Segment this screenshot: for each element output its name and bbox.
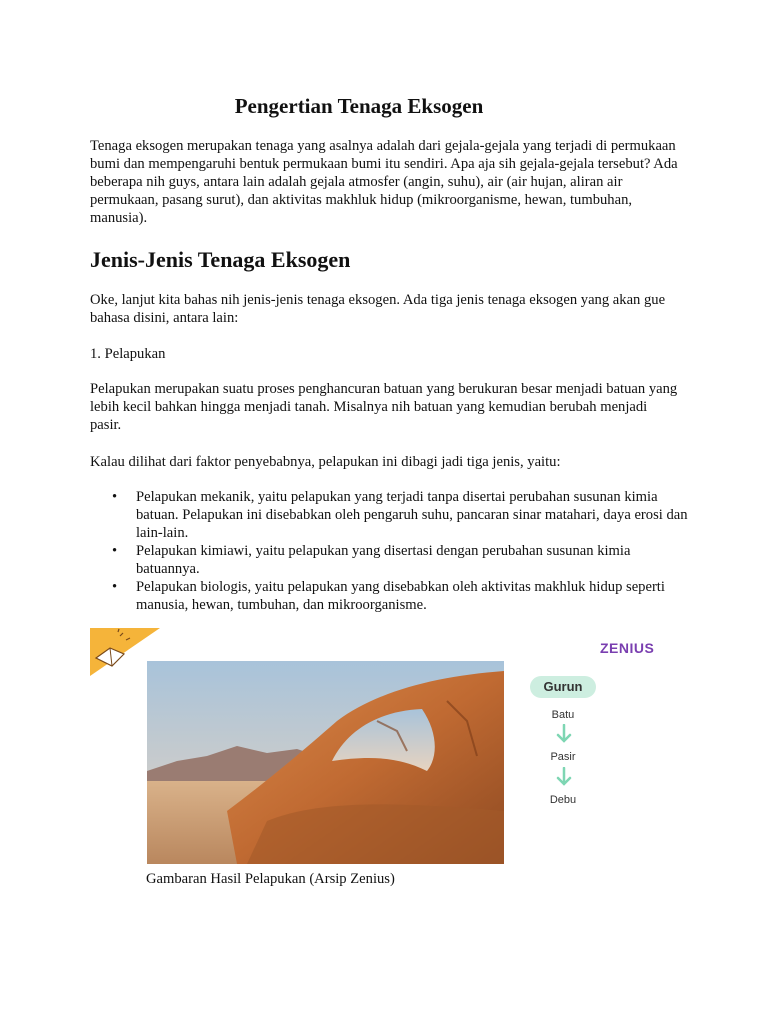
arrow-down-icon <box>556 767 572 787</box>
weathering-types-list <box>90 488 690 614</box>
arrow-down-icon <box>556 724 572 744</box>
list-item <box>90 488 690 542</box>
intro-paragraph: Tenaga eksogen merupakan tenaga yang asalnya adalah dari gejala-gejala yang terjadi di permukaan bumi dan mempengaruhi bentuk permukaan bumi itu sendiri. Apa aja sih gejala-gejala tersebut? Ada beberapa nih guys, antara lain adalah gejala atmosfer (angin, suhu), air (air hujan, aliran air permukaan, pasang surut), dan aktivitas makhluk hidup (mikroorganisme, hewan, tumbuhan, manusia). <box>90 138 678 226</box>
bullet-icon: • <box>112 489 118 505</box>
bullet-icon: • <box>112 579 118 595</box>
list-item-text: Pelapukan biologis, yaitu pelapukan yang disebabkan oleh aktivitas makhluk hidup seperti manusia, hewan, tumbuhan, dan mikroorganisme. <box>136 579 665 613</box>
pelapukan-description: Pelapukan merupakan suatu proses penghancuran batuan yang berukuran besar menjadi batuan yang lebih kecil bahkan hingga menjadi tanah. Misalnya nih batuan yang kemudian berubah menjadi pasir. <box>90 381 678 433</box>
rock-arch-photo <box>147 661 504 864</box>
figure-caption: Gambaran Hasil Pelapukan (Arsip Zenius) <box>146 871 395 887</box>
list-item-text: Pelapukan mekanik, yaitu pelapukan yang terjadi tanpa disertai perubahan susunan kimia batuan. Pelapukan ini disebabkan oleh pengaruh suhu, pancaran sinar matahari, daya erosi dan lain-lain. <box>136 489 688 541</box>
step-label-pasir: Pasir <box>550 751 576 763</box>
zenius-logo: ZENIUS <box>600 640 655 656</box>
list-item-text: Pelapukan kimiawi, yaitu pelapukan yang disertasi dengan perubahan susunan kimia batuannya. <box>136 543 631 577</box>
weathering-figure <box>90 628 675 868</box>
list-item <box>90 578 690 614</box>
page-title: Pengertian Tenaga Eksogen <box>234 94 484 118</box>
types-intro-paragraph: Kalau dilihat dari faktor penyebabnya, pelapukan ini dibagi jadi tiga jenis, yaitu: <box>90 454 561 470</box>
step-label-debu: Debu <box>549 794 577 806</box>
list-item <box>90 542 690 578</box>
environment-label: Gurun <box>530 676 596 698</box>
bullet-icon: • <box>112 543 118 559</box>
item-heading: 1. Pelapukan <box>90 346 166 362</box>
section-intro-paragraph: Oke, lanjut kita bahas nih jenis-jenis tenaga eksogen. Ada tiga jenis tenaga eksogen yang akan gue bahasa disini, antara lain: <box>90 292 666 326</box>
section-heading: Jenis-Jenis Tenaga Eksogen <box>90 247 351 272</box>
step-label-batu: Batu <box>551 709 575 721</box>
